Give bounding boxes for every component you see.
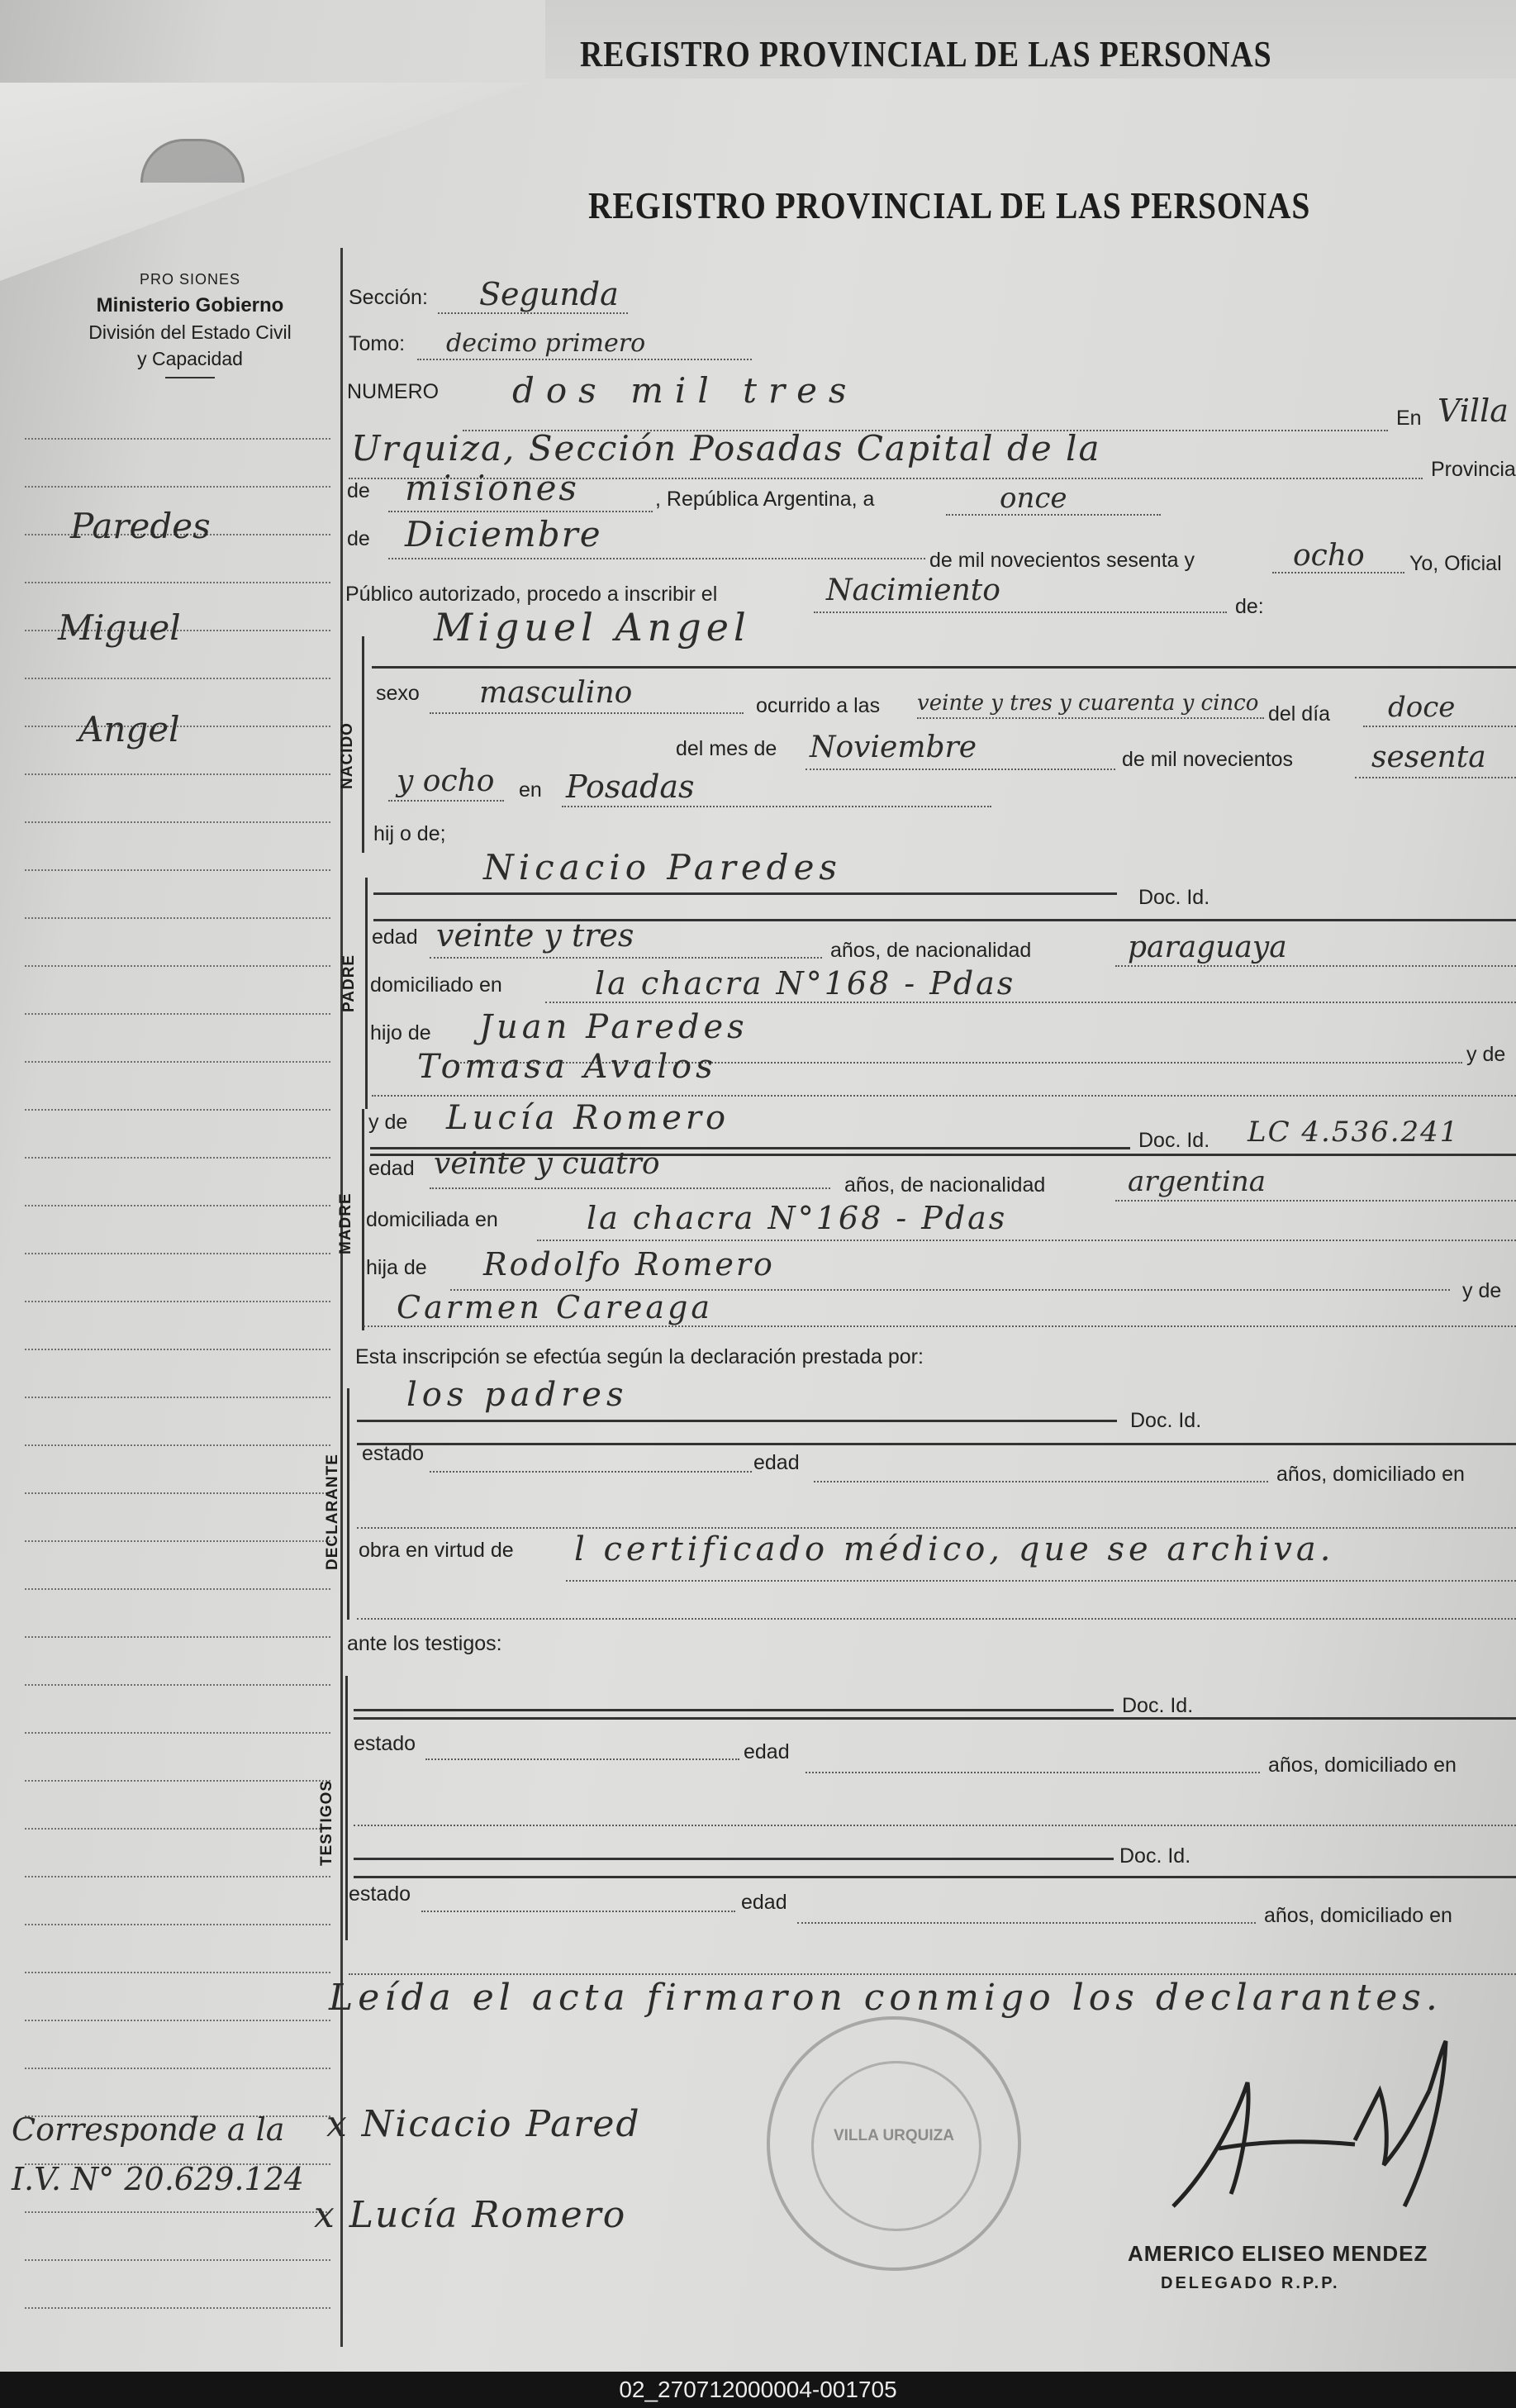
image-caption: 02_270712000004-001705 [619, 2377, 897, 2402]
madre-padre-value: Rodolfo Romero [483, 1246, 775, 1283]
stamp-text: VILLA URQUIZA [833, 2127, 954, 2144]
testigo1-edad-label: edad [744, 1740, 790, 1763]
margin-rule [25, 1349, 330, 1350]
ministry-block [25, 266, 355, 378]
margin-note-line2: I.V. N° 20.629.124 [12, 2161, 304, 2197]
padre-name-line [373, 892, 1117, 895]
madre-nac-label: años, de nacionalidad [844, 1173, 1046, 1197]
ocurrido-label: ocurrido a las [756, 694, 881, 717]
sexo-value: masculino [479, 676, 633, 710]
declarante-end-line [357, 1618, 1516, 1620]
padre-section-border [365, 878, 368, 1109]
madre-dom-line [537, 1240, 1516, 1241]
del-dia-label: del día [1268, 702, 1331, 726]
madre-y-de2-label: y de [1462, 1279, 1502, 1302]
en-value: Villa [1438, 393, 1509, 429]
madre-edad-label: edad [368, 1157, 415, 1180]
padre-nac-value: paraguaya [1128, 930, 1287, 964]
margin-rule [25, 2307, 330, 2309]
margin-rule [25, 821, 330, 823]
lugar-value: Posadas [566, 769, 695, 805]
official-stamp [767, 2016, 1021, 2271]
signature-mother: x Lucía Romero [314, 2194, 627, 2236]
declarante-edad-label: edad [753, 1451, 800, 1474]
mes-value: Noviembre [810, 730, 977, 764]
nacido-name-value: Miguel Angel [434, 605, 751, 650]
testigo1-estado-line [425, 1758, 739, 1760]
madre-dom-label: domiciliada en [366, 1208, 498, 1231]
nacido-section-label: NACIDO [339, 722, 356, 789]
padre-hijo-de-label: hijo de [370, 1021, 431, 1045]
en-lugar-label: en [519, 778, 542, 802]
seccion-label: Sección: [349, 286, 428, 309]
declarante-section-label: DECLARANTE [324, 1454, 341, 1570]
year-value: ocho [1293, 539, 1365, 573]
anio2-value: y ocho [397, 764, 495, 798]
margin-second-name: Angel [78, 709, 180, 750]
tomo-value: decimo primero [446, 329, 646, 358]
declarante-doc-label: Doc. Id. [1130, 1409, 1202, 1432]
padre-edad-value: veinte y tres [436, 917, 634, 954]
declarante-obra-value: l certificado médico, que se archiva. [574, 1530, 1335, 1568]
provincia-line [388, 511, 653, 512]
margin-rule [25, 1444, 330, 1446]
padre-name-value: Nicacio Paredes [483, 847, 842, 888]
margin-rule [25, 1636, 330, 1638]
padre-y-de-label: y de [1466, 1043, 1506, 1066]
padre-dom-value: la chacra N°168 - Pdas [595, 965, 1016, 1002]
padre-nac-label: años, de nacionalidad [830, 939, 1032, 962]
margin-rule [25, 2211, 330, 2213]
margin-rule [25, 965, 330, 967]
image-caption-bar [0, 2372, 1516, 2408]
margin-rule [25, 1780, 330, 1782]
margin-rule [25, 1253, 330, 1254]
nacido-section-border [362, 636, 364, 853]
margin-rule [25, 1876, 330, 1877]
declarante-name-value: los padres [406, 1376, 629, 1414]
margin-rule [25, 1540, 330, 1542]
testigo1-doc-label: Doc. Id. [1122, 1694, 1194, 1717]
margin-rule [25, 1972, 330, 1973]
margin-rule [25, 1924, 330, 1925]
madre-dom-value: la chacra N°168 - Pdas [587, 1200, 1008, 1236]
sexo-label: sexo [376, 682, 420, 705]
madre-madre-line [364, 1325, 1516, 1327]
padre-madre-value: Tomasa Avalos [417, 1048, 717, 1086]
margin-rule [25, 1157, 330, 1159]
madre-section-label: MADRE [337, 1192, 354, 1254]
margin-surname: Paredes [70, 506, 211, 546]
tomo-label: Tomo: [349, 332, 406, 355]
nacido-name-line [372, 666, 1516, 669]
margin-rule [25, 869, 330, 871]
declarante-section-border [347, 1388, 349, 1620]
publico-label: Público autorizado, procedo a inscribir el [345, 583, 718, 606]
padre-doc-label: Doc. Id. [1138, 886, 1210, 909]
margin-rule [25, 1205, 330, 1206]
testigo1-edad-line [806, 1772, 1260, 1773]
margin-rule [25, 1588, 330, 1590]
declarante-estado-label: estado [362, 1442, 425, 1465]
month-value: Diciembre [405, 514, 602, 554]
tomo-line [417, 359, 752, 360]
numero-label: NUMERO [347, 380, 440, 403]
yo-label: Yo, Oficial [1409, 552, 1502, 575]
madre-y-de-label: y de [368, 1111, 408, 1134]
testigo1-divider [354, 1717, 1516, 1720]
official-title: DELEGADO R.P.P. [1161, 2274, 1340, 2292]
margin-rule [25, 1109, 330, 1111]
testigos-intro: ante los testigos: [347, 1632, 502, 1655]
testigo2-estado-label: estado [349, 1882, 411, 1906]
declarante-edad-line [814, 1481, 1268, 1482]
padre-dom-line [545, 1002, 1516, 1003]
ministry-name: Ministerio Gobierno [96, 294, 284, 316]
testigo2-blank-line [349, 1973, 1516, 1975]
margin-rule [25, 1684, 330, 1686]
margin-rule [25, 582, 330, 583]
declarante-obra-label: obra en virtud de [359, 1539, 514, 1562]
anio2-line [388, 800, 504, 802]
ministry-division: División del Estado Civil [88, 321, 292, 343]
ministry-divider [165, 377, 215, 378]
ministry-province: PRO SIONES [139, 271, 241, 288]
hora-line [917, 717, 1264, 719]
del-mes-label: del mes de [676, 737, 777, 760]
hijo-label: hij o de; [373, 822, 446, 845]
padre-edad-line [430, 957, 822, 959]
margin-rule [25, 1397, 330, 1398]
closing-text: Leída el acta firmaron conmigo los declarantes. [329, 1977, 1442, 2019]
margin-divider [340, 248, 343, 2347]
margin-rule [25, 773, 330, 775]
margin-rule [25, 917, 330, 919]
madre-edad-value: veinte y cuatro [434, 1147, 660, 1181]
dia-value: doce [1388, 691, 1456, 724]
margin-first-name: Miguel [58, 607, 181, 648]
margin-rule [25, 1732, 330, 1734]
madre-madre-value: Carmen Careaga [397, 1289, 713, 1325]
lugar-line [562, 806, 991, 807]
madre-nac-line [1115, 1200, 1516, 1202]
madre-name-value: Lucía Romero [446, 1099, 730, 1137]
stamp-inner-ring [811, 2061, 981, 2231]
padre-padre-value: Juan Paredes [479, 1008, 748, 1046]
testigo1-estado-label: estado [354, 1732, 416, 1755]
madre-doc-label: Doc. Id. [1138, 1129, 1210, 1152]
seccion-value: Segunda [479, 276, 619, 312]
dia-line [1363, 726, 1516, 727]
de3-label: de: [1235, 595, 1264, 618]
place-value: Urquiza, Sección Posadas Capital de la [351, 428, 1101, 469]
testigo1-anios-label: años, domiciliado en [1268, 1754, 1457, 1777]
hora-value: veinte y tres y cuarenta y cinco [917, 691, 1259, 716]
testigo2-doc-label: Doc. Id. [1119, 1844, 1191, 1868]
margin-rule [25, 2259, 330, 2261]
year-line [1272, 572, 1404, 573]
provincia-label: Provincia [1431, 458, 1516, 481]
testigo2-name-line [354, 1858, 1114, 1860]
margin-rule [25, 486, 330, 488]
padre-section-label: PADRE [340, 954, 358, 1012]
mes-line [806, 769, 1115, 770]
en-label: En [1396, 407, 1422, 430]
declarante-divider [357, 1443, 1516, 1445]
sexo-line [430, 712, 744, 714]
padre-dom-label: domiciliado en [370, 973, 502, 997]
signature-father: x Nicacio Pared [326, 2103, 641, 2145]
testigo2-anios-label: años, domiciliado en [1264, 1904, 1452, 1927]
de-label: de [347, 479, 370, 502]
margin-rule [25, 438, 330, 440]
testigos-section-label: TESTIGOS [318, 1779, 335, 1866]
padre-nac-line [1115, 965, 1516, 967]
declarante-estado-line [430, 1471, 752, 1473]
de2-label: de [347, 527, 370, 550]
margin-note-line1: Corresponde a la [12, 2111, 285, 2148]
month-line [388, 558, 925, 559]
testigo2-edad-label: edad [741, 1891, 787, 1914]
anio-line [1355, 777, 1516, 778]
day-value: once [1000, 482, 1067, 515]
margin-rule [25, 2020, 330, 2021]
margin-rule [25, 1013, 330, 1015]
declarante-anios-label: años, domiciliado en [1276, 1463, 1465, 1486]
padre-edad-label: edad [372, 926, 418, 949]
declarante-name-line [357, 1420, 1117, 1422]
margin-rule [25, 1828, 330, 1830]
madre-doc-value: LC 4.536.241 [1247, 1116, 1460, 1149]
numero-value: dos mil tres [512, 370, 858, 411]
seccion-line [438, 312, 628, 314]
testigos-section-border [345, 1676, 348, 1940]
republica-label: , República Argentina, a [655, 488, 875, 511]
provincia-value: misiones [405, 468, 579, 508]
page-title: REGISTRO PROVINCIAL DE LAS PERSONAS [588, 184, 1311, 226]
acto-line [814, 612, 1227, 613]
margin-rule [25, 1061, 330, 1063]
folded-corner [0, 83, 529, 281]
declarante-blank-line [357, 1527, 1516, 1529]
madre-hija-de-label: hija de [366, 1256, 427, 1279]
day-line [946, 514, 1161, 516]
margin-rule [25, 678, 330, 679]
padre-madre-line [372, 1095, 1516, 1097]
madre-section-border [362, 1109, 364, 1330]
margin-rule [25, 1301, 330, 1302]
acto-value: Nacimiento [826, 573, 1000, 607]
margin-rule [25, 1492, 330, 1494]
declarante-obra-line [566, 1580, 1516, 1582]
ministry-capacity: y Capacidad [137, 348, 243, 369]
top-header-title: REGISTRO PROVINCIAL DE LAS PERSONAS [580, 34, 1272, 74]
margin-rule [25, 2068, 330, 2069]
testigo2-edad-line [797, 1922, 1256, 1924]
official-name: AMERICO ELISEO MENDEZ [1128, 2241, 1428, 2266]
testigo1-name-line [354, 1709, 1114, 1711]
year-label: de mil novecientos sesenta y [929, 549, 1195, 572]
madre-edad-line [430, 1187, 830, 1189]
madre-nac-value: argentina [1128, 1165, 1267, 1198]
testigo2-estado-line [421, 1911, 735, 1912]
declarante-intro: Esta inscripción se efectúa según la declaración prestada por: [355, 1345, 924, 1368]
mil-label: de mil novecientos [1122, 748, 1294, 771]
testigo1-blank-line [354, 1825, 1516, 1826]
anio-value: sesenta [1371, 740, 1486, 774]
testigo2-divider [354, 1876, 1516, 1878]
official-signature-icon [1140, 2016, 1471, 2231]
